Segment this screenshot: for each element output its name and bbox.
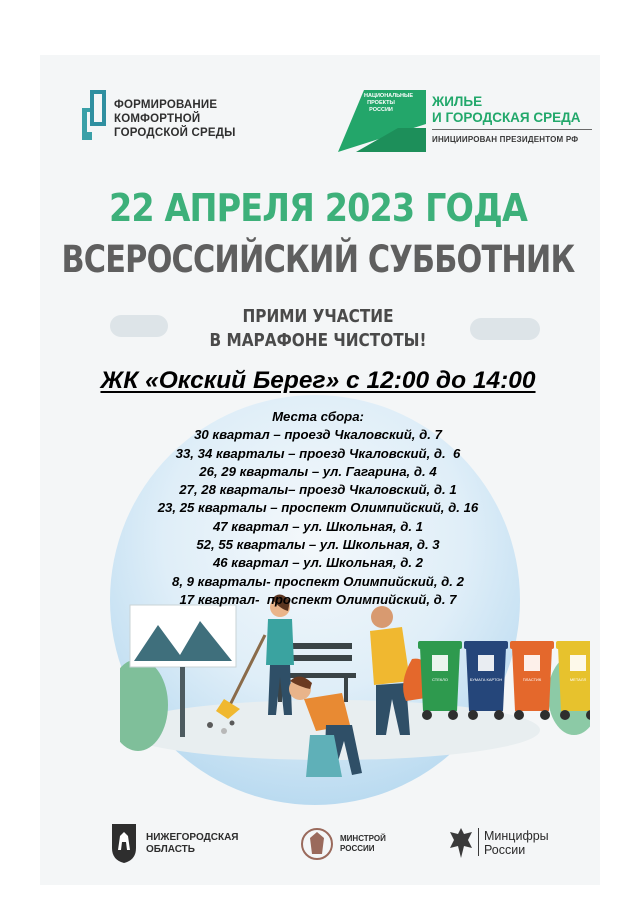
bin-wheel xyxy=(494,710,504,720)
location-time-heading: ЖК «Окский Берег» с 12:00 до 14:00 xyxy=(100,367,536,394)
gathering-place-item: 46 квартал – ул. Школьная, д. 2 xyxy=(212,555,424,571)
gathering-place-item: 8, 9 кварталы- проспект Олимпийский, д. 2 xyxy=(172,573,464,589)
recycling-bins xyxy=(418,641,590,720)
nizhny-line-1: НИЖЕГОРОДСКАЯ xyxy=(146,832,239,843)
minstroy-emblem-icon xyxy=(300,824,334,864)
gathering-place-item: 47 квартал – ул. Школьная, д. 1 xyxy=(212,518,424,534)
minstroy-line-1: МИНСТРОЙ xyxy=(340,834,386,843)
comfortable-environment-mark-icon xyxy=(78,88,108,146)
minstroy-logo xyxy=(300,822,410,868)
initiated-by-president: ИНИЦИИРОВАН ПРЕЗИДЕНТОМ РФ xyxy=(432,135,579,144)
bin-symbol xyxy=(570,655,586,671)
mintsifry-line-1: Минцифры xyxy=(484,829,549,843)
gathering-place-item: 23, 25 кварталы – проспект Олимпийский, д. 16 xyxy=(157,500,479,516)
bin-symbol xyxy=(524,655,540,671)
gathering-place-item: 26, 29 кварталы – ул. Гагарина, д. 4 xyxy=(199,463,437,479)
mintsifry-line-2: России xyxy=(484,843,526,857)
call-to-action-line-1: ПРИМИ УЧАСТИЕ xyxy=(242,306,394,327)
gathering-places-list xyxy=(0,408,636,609)
recycling-bin xyxy=(464,641,508,720)
bin-wheel xyxy=(422,710,432,720)
housing-title-line-2: И ГОРОДСКАЯ СРЕДА xyxy=(432,110,581,125)
bin-label: БУМАГА КАРТОН xyxy=(469,677,503,682)
housing-title-line-1: ЖИЛЬЕ xyxy=(432,94,483,109)
bin-wheel xyxy=(514,710,524,720)
bin-label: СТЕКЛО xyxy=(432,677,448,682)
bin-wheel xyxy=(560,710,570,720)
bin-wheel xyxy=(468,710,478,720)
gathering-place-item: 17 квартал- проспект Олимпийский, д. 7 xyxy=(179,591,457,607)
mintsifry-divider xyxy=(478,828,479,856)
logo-left-line-1: ФОРМИРОВАНИЕ xyxy=(114,99,218,111)
cleanup-scene-illustration xyxy=(120,585,590,795)
bin-symbol xyxy=(432,655,448,671)
logo-left-line-3: ГОРОДСКОЙ СРЕДЫ xyxy=(114,127,236,139)
gathering-places-title: Места сбора: xyxy=(272,409,364,424)
recycling-bin xyxy=(510,641,554,720)
recycling-bin xyxy=(556,641,590,720)
bin-label: ПЛАСТИК xyxy=(522,677,542,682)
gathering-place-item: 30 квартал – проезд Чкаловский, д. 7 xyxy=(194,427,442,443)
mintsifry-logo xyxy=(448,822,578,868)
logo-left-line-2: КОМФОРТНОЙ xyxy=(114,113,201,125)
bin-wheel xyxy=(540,710,550,720)
minstroy-line-2: РОССИИ xyxy=(340,844,375,853)
russian-eagle-icon xyxy=(448,826,474,860)
bin-symbol xyxy=(478,655,494,671)
bin-label: МЕТАЛЛ xyxy=(569,677,587,682)
bin-wheel xyxy=(448,710,458,720)
gathering-place-item: 33, 34 кварталы – проезд Чкаловский, д. 6 xyxy=(175,445,461,461)
gathering-place-item: 27, 28 кварталы– проезд Чкаловский, д. 1 xyxy=(179,482,457,498)
event-date-title: 22 АПРЕЛЯ 2023 ГОДА xyxy=(109,186,527,230)
gathering-place-item: 52, 55 кварталы – ул. Школьная, д. 3 xyxy=(196,537,440,553)
nizhny-novgorod-region-logo xyxy=(110,822,260,868)
nizhny-novgorod-coat-of-arms-icon xyxy=(110,822,138,864)
recycling-bin xyxy=(418,641,462,720)
event-main-title: ВСЕРОССИЙСКИЙ СУББОТНИК xyxy=(61,238,575,281)
nizhny-line-2: ОБЛАСТЬ xyxy=(146,844,195,855)
logo-divider xyxy=(432,129,592,130)
comfortable-environment-logo xyxy=(78,88,288,148)
call-to-action-line-2: В МАРАФОНЕ ЧИСТОТЫ! xyxy=(209,330,427,351)
national-projects-logo xyxy=(338,88,608,158)
national-projects-badge-text: НАЦИОНАЛЬНЫЕ ПРОЕКТЫ РОССИИ xyxy=(364,93,414,113)
